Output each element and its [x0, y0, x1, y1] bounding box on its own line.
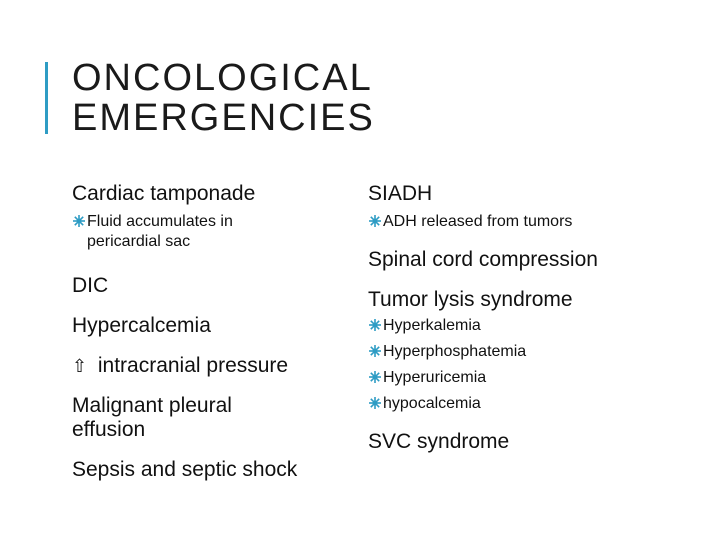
tls-sub-item [368, 342, 698, 362]
title-accent-bar [45, 62, 48, 134]
title-line-2: EMERGENCIES [72, 97, 375, 139]
cardiac-tamponade-heading: Cardiac tamponade [72, 182, 256, 205]
title-line-1: ONCOLOGICAL [72, 57, 373, 99]
sepsis-heading: Sepsis and septic shock [72, 458, 298, 481]
effusion-line-2: effusion [72, 418, 146, 441]
tls-sub-list [368, 316, 698, 414]
effusion-heading [72, 394, 352, 442]
left-column [72, 182, 352, 482]
tls-sub-item [368, 394, 698, 414]
sunburst-bullet-icon [72, 214, 86, 228]
tls-sub-text: Hyperuricemia [383, 369, 487, 386]
hypercalcemia-heading: Hypercalcemia [72, 314, 211, 337]
slide-title [72, 58, 375, 138]
svc-heading: SVC syndrome [368, 430, 510, 453]
dic-heading: DIC [72, 274, 109, 297]
siadh-heading: SIADH [368, 182, 433, 205]
tls-sub-item [368, 368, 698, 388]
icp-text: intracranial pressure [97, 354, 289, 377]
cardiac-sub-line-2: pericardial sac [87, 233, 191, 250]
siadh-sub-item [368, 212, 698, 232]
right-column [368, 182, 698, 454]
sunburst-bullet-icon [368, 318, 382, 332]
icp-heading [72, 354, 352, 378]
cardiac-sub-item [72, 212, 352, 252]
sunburst-bullet-icon [368, 214, 382, 228]
effusion-line-1: Malignant pleural [72, 394, 232, 417]
tls-sub-text: Hyperphosphatemia [383, 343, 527, 360]
tls-sub-text: Hyperkalemia [383, 317, 481, 334]
up-arrow-icon: ⇧ [72, 356, 88, 376]
sunburst-bullet-icon [368, 396, 382, 410]
spinal-cord-heading: Spinal cord compression [368, 248, 598, 271]
cardiac-sub-line-1: Fluid accumulates in [87, 213, 233, 230]
tls-heading: Tumor lysis syndrome [368, 288, 573, 311]
tls-sub-item [368, 316, 698, 336]
tls-sub-text: hypocalcemia [383, 395, 481, 412]
siadh-sub-text: ADH released from tumors [383, 213, 573, 230]
sunburst-bullet-icon [368, 344, 382, 358]
sunburst-bullet-icon [368, 370, 382, 384]
